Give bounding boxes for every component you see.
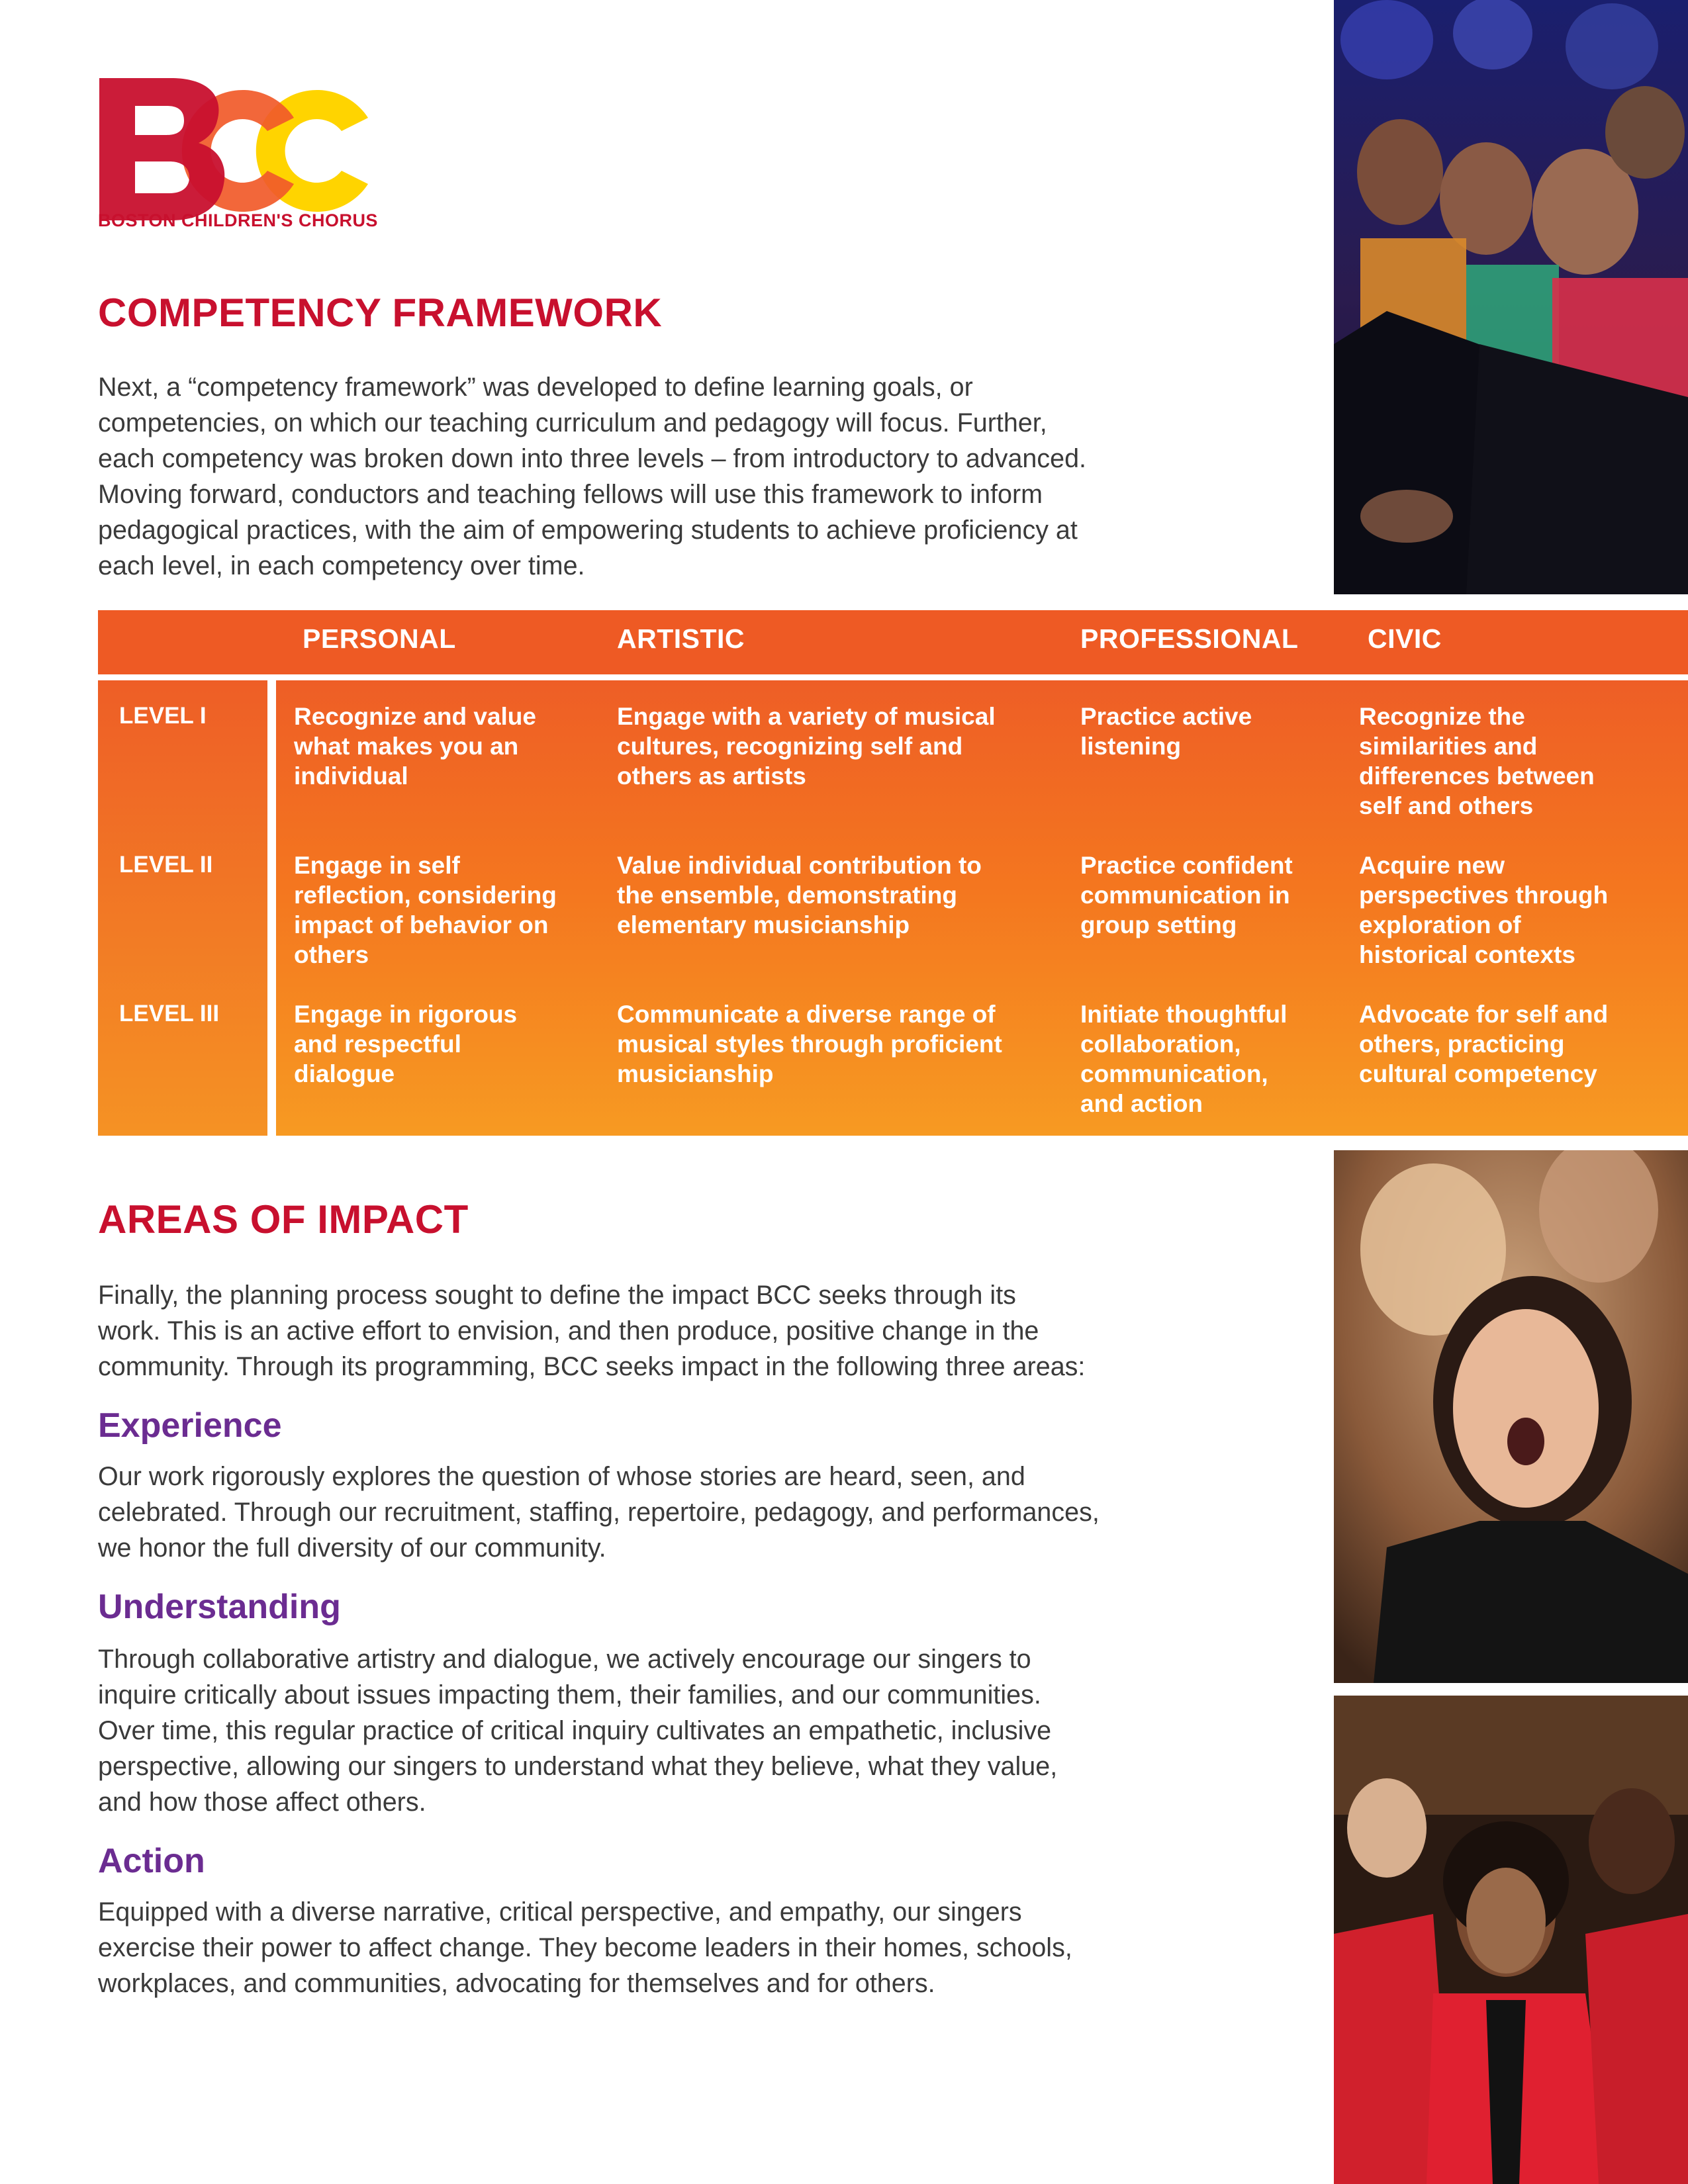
paragraph-line: Equipped with a diverse narrative, critical perspective, and empathy, our singers (98, 1897, 1022, 1927)
cell-line: exploration of (1359, 911, 1521, 938)
cell-line: Recognize the (1359, 703, 1525, 730)
intro-line: each competency was broken down into three levels – from introductory to advanced. (98, 444, 1087, 473)
impact-heading: AREAS OF IMPACT (98, 1197, 469, 1242)
cell-line: Engage in self (294, 852, 460, 879)
singer-photo-middle (1334, 1150, 1688, 1683)
cell-line: elementary musicianship (617, 911, 910, 938)
intro-line: each level, in each competency over time. (98, 551, 585, 580)
cell-line: Communicate a diverse range of (617, 1001, 996, 1028)
paragraph-line: celebrated. Through our recruitment, staffing, repertoire, pedagogy, and performances, (98, 1498, 1100, 1527)
logo-wordmark: BOSTON CHILDREN'S CHORUS (98, 210, 378, 230)
intro-line: Finally, the planning process sought to define the impact BCC seeks through its (98, 1281, 1016, 1310)
logo-b-red (99, 78, 224, 220)
experience-text (98, 1459, 1329, 1566)
cell-line: Engage in rigorous (294, 1001, 518, 1028)
competency-intro (98, 369, 1323, 584)
cell-line: cultures, recognizing self and (617, 733, 963, 760)
intro-line: competencies, on which our teaching curriculum and pedagogy will focus. Further, (98, 408, 1047, 437)
cell-line: perspectives through (1359, 882, 1609, 909)
intro-line: pedagogical practices, with the aim of empowering students to achieve proficiency at (98, 516, 1078, 545)
action-text (98, 1894, 1329, 2001)
cell-line: others as artists (617, 762, 806, 790)
paragraph-line: inquire critically about issues impacting them, their families, and our communities. (98, 1680, 1041, 1709)
cell-line: musical styles through proficient (617, 1030, 1002, 1058)
chorus-photo-bottom (1334, 1696, 1688, 2184)
cell-line: impact of behavior on (294, 911, 549, 938)
understanding-text (98, 1641, 1329, 1820)
cell-line: Acquire new (1359, 852, 1505, 879)
cell-line: similarities and (1359, 733, 1538, 760)
cell-line: and respectful (294, 1030, 461, 1058)
column-header-professional: PROFESSIONAL (1080, 623, 1299, 654)
column-header-artistic: ARTISTIC (617, 623, 745, 654)
cell-line: Practice confident (1080, 852, 1293, 879)
cell-line: differences between (1359, 762, 1595, 790)
chorus-photo-top (1334, 0, 1688, 594)
table-cell (1080, 850, 1293, 940)
level-label: LEVEL III (119, 1001, 220, 1026)
cell-line: cultural competency (1359, 1060, 1597, 1087)
column-header-civic: CIVIC (1368, 623, 1442, 654)
impact-intro (98, 1277, 1323, 1385)
paragraph-line: exercise their power to affect change. They become leaders in their homes, schools, (98, 1933, 1072, 1962)
cell-line: the ensemble, demonstrating (617, 882, 957, 909)
understanding-heading: Understanding (98, 1588, 341, 1626)
table-cell (1080, 999, 1287, 1118)
level-label: LEVEL II (119, 852, 213, 878)
level-column (98, 680, 267, 1136)
cell-line: group setting (1080, 911, 1237, 938)
table-cell (1080, 702, 1252, 761)
cell-line: historical contexts (1359, 941, 1575, 968)
cell-line: collaboration, (1080, 1030, 1241, 1058)
cell-line: dialogue (294, 1060, 395, 1087)
intro-line: work. This is an active effort to envision, and then produce, positive change in the (98, 1316, 1039, 1345)
competency-heading: COMPETENCY FRAMEWORK (98, 291, 663, 335)
table-cell (617, 702, 996, 791)
table-cell (617, 850, 982, 940)
table-cell (294, 850, 557, 970)
cell-line: reflection, considering (294, 882, 557, 909)
experience-heading: Experience (98, 1406, 282, 1445)
cell-line: Advocate for self and (1359, 1001, 1609, 1028)
paragraph-line: and how those affect others. (98, 1788, 426, 1817)
table-cell (1359, 850, 1608, 970)
cell-line: Engage with a variety of musical (617, 703, 996, 730)
cell-line: communication, (1080, 1060, 1268, 1087)
paragraph-line: workplaces, and communities, advocating for themselves and for others. (98, 1969, 935, 1998)
cell-line: listening (1080, 733, 1182, 760)
cell-line: self and others (1359, 792, 1534, 819)
paragraph-line: we honor the full diversity of our community. (98, 1533, 606, 1563)
cell-line: and action (1080, 1090, 1203, 1117)
table-cell (294, 999, 517, 1089)
column-header-personal: PERSONAL (303, 623, 456, 654)
paragraph-line: Through collaborative artistry and dialogue, we actively encourage our singers to (98, 1645, 1031, 1674)
cell-line: what makes you an (294, 733, 519, 760)
action-heading: Action (98, 1842, 205, 1880)
table-cell (1359, 702, 1595, 821)
paragraph-line: Over time, this regular practice of critical inquiry cultivates an empathetic, inclusive (98, 1716, 1052, 1745)
cell-line: Recognize and value (294, 703, 536, 730)
paragraph-line: perspective, allowing our singers to understand what they believe, what they value, (98, 1752, 1058, 1781)
cell-line: communication in (1080, 882, 1290, 909)
level-label: LEVEL I (119, 703, 207, 729)
intro-line: community. Through its programming, BCC seeks impact in the following three areas: (98, 1352, 1086, 1381)
cell-line: others, practicing (1359, 1030, 1565, 1058)
paragraph-line: Our work rigorously explores the question of whose stories are heard, seen, and (98, 1462, 1025, 1491)
cell-line: Initiate thoughtful (1080, 1001, 1288, 1028)
intro-line: Next, a “competency framework” was developed to define learning goals, or (98, 373, 973, 402)
table-cell (1359, 999, 1608, 1089)
cell-line: Practice active (1080, 703, 1252, 730)
cell-line: others (294, 941, 369, 968)
intro-line: Moving forward, conductors and teaching fellows will use this framework to inform (98, 480, 1043, 509)
cell-line: individual (294, 762, 408, 790)
table-cell (617, 999, 1002, 1089)
cell-line: Value individual contribution to (617, 852, 982, 879)
cell-line: musicianship (617, 1060, 774, 1087)
table-cell (294, 702, 536, 791)
